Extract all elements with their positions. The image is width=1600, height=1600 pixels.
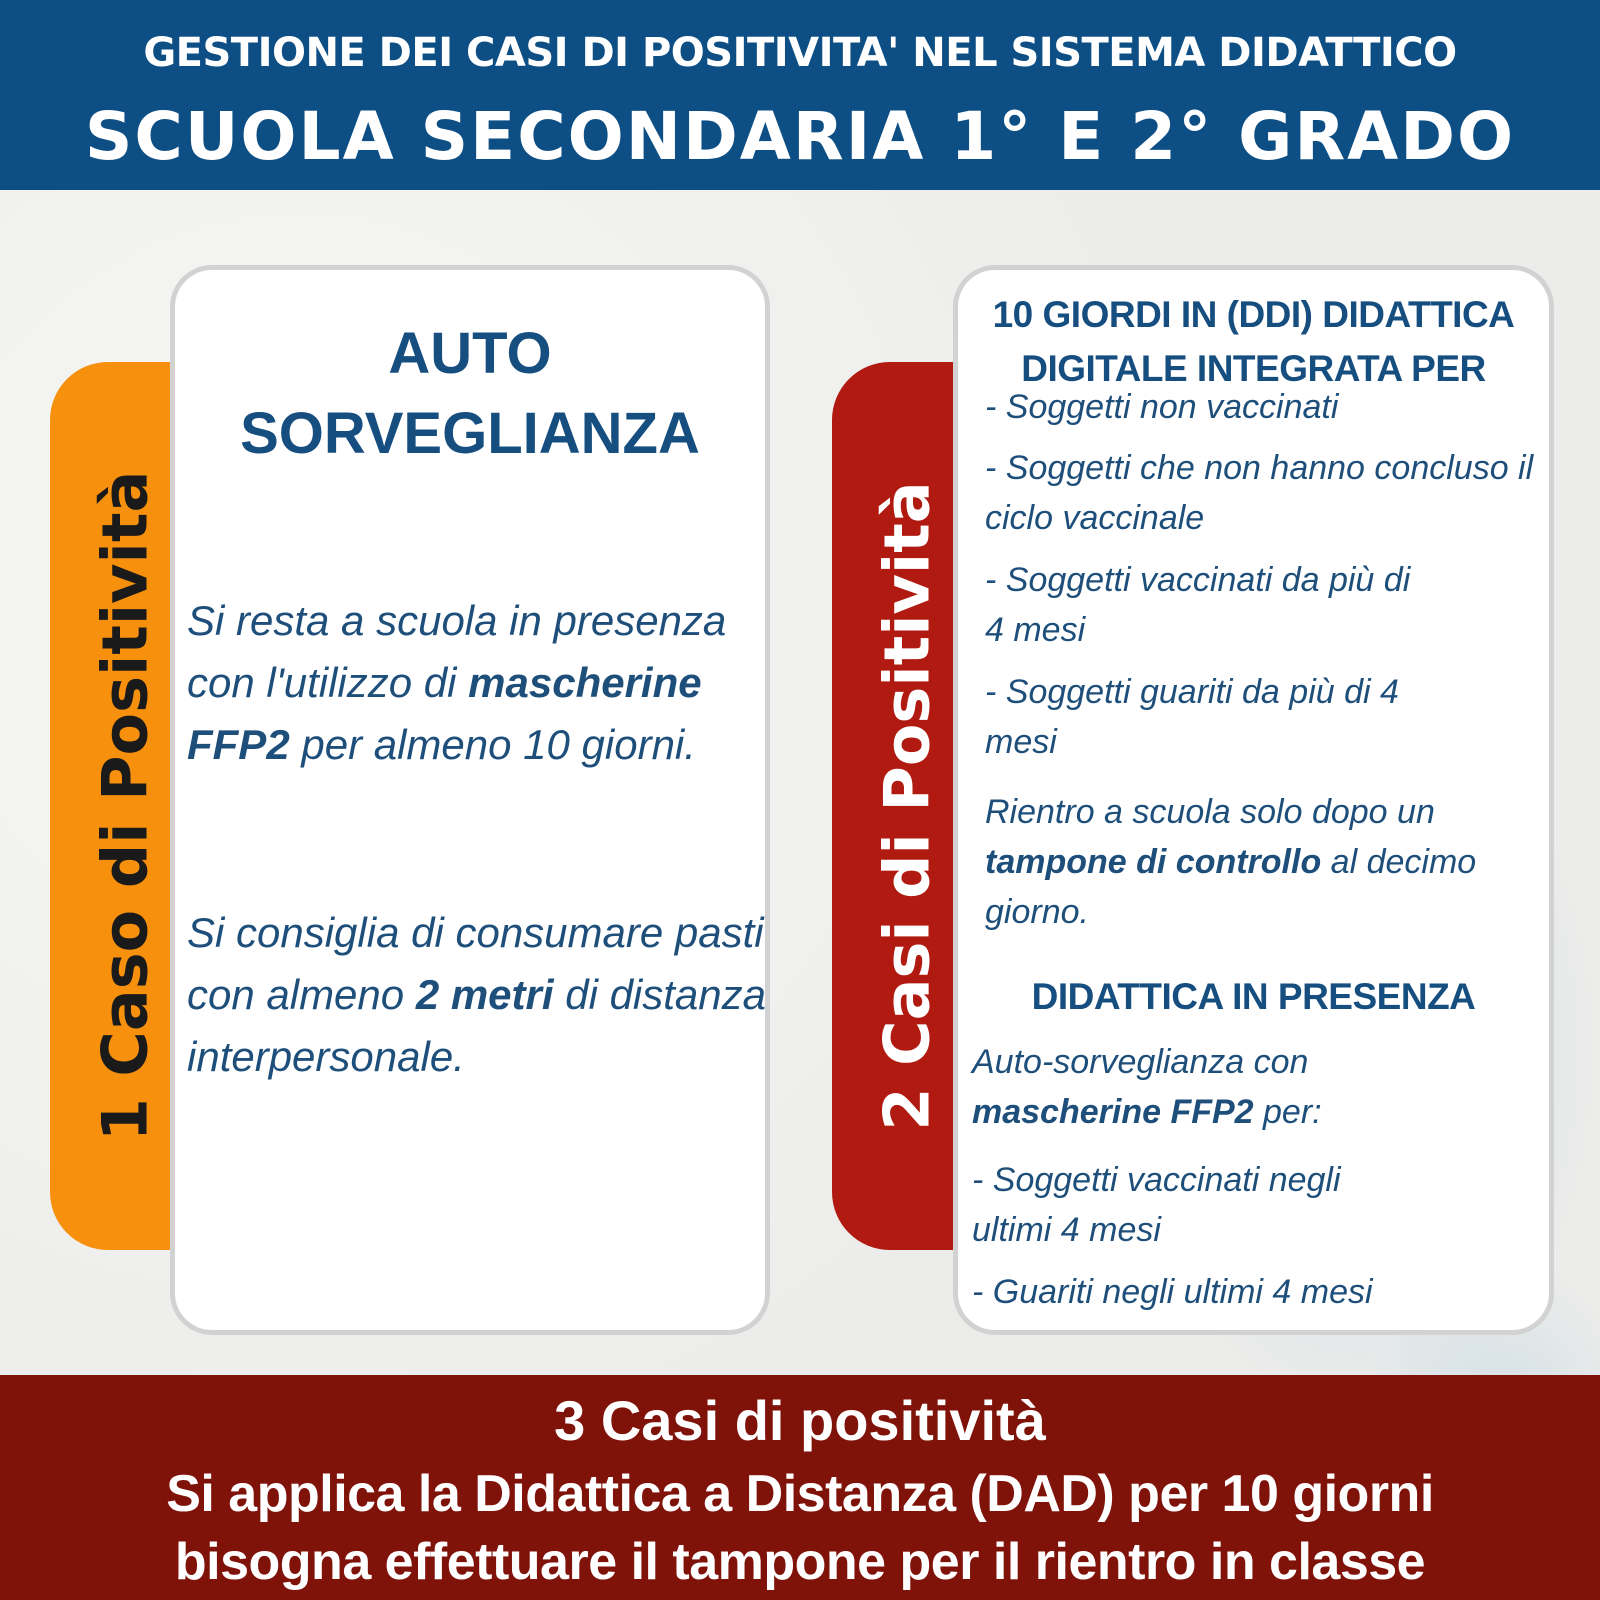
paragraph-distance	[187, 902, 767, 1088]
s2-text-b: per:	[1253, 1093, 1322, 1131]
footer-line-2: bisogna effettuare il tampone per il rientro in classe	[174, 1533, 1426, 1591]
return-note-text-a: Rientro a scuola solo dopo un	[985, 793, 1435, 831]
header-title: SCUOLA SECONDARIA 1° E 2° GRADO	[84, 98, 1516, 175]
tab-one-case-label: 1 Caso di Positività	[88, 470, 162, 1142]
paragraph-distance-text-b: di distanza interpersonale.	[187, 971, 767, 1080]
footer-line-1: Si applica la Didattica a Distanza (DAD) per 10 giorni	[166, 1465, 1434, 1523]
list-item: - Soggetti guariti da più di 4 mesi	[985, 673, 1399, 761]
list-item: - Soggetti non vaccinati	[985, 388, 1339, 426]
list-item: - Soggetti vaccinati da più di 4 mesi	[985, 561, 1411, 649]
paragraph-distance-text-a: Si consiglia di consumare pasti con almeno	[187, 909, 764, 1018]
list-item: - Guariti negli ultimi 4 mesi	[972, 1273, 1373, 1311]
list-item: - Soggetti che non hanno concluso il ciclo vaccinale	[985, 449, 1534, 537]
tab-two-cases-label: 2 Casi di Positività	[870, 481, 944, 1131]
paragraph-mask	[187, 590, 767, 776]
paragraph-mask-text-b: per almeno 10 giorni.	[289, 721, 696, 768]
paragraph-mask-text-a: Si resta a scuola in presenza con l'utilizzo di	[187, 597, 727, 706]
paragraph-mask-bold: mascherine FFP2	[187, 659, 702, 768]
return-note	[985, 787, 1485, 937]
card-two-cases	[953, 265, 1554, 1335]
paragraph-distance-bold: 2 metri	[415, 971, 554, 1018]
footer-banner	[0, 1375, 1600, 1600]
s2-text-a: Auto-sorveglianza con	[972, 1043, 1309, 1081]
section-in-presence-text	[972, 1037, 1392, 1137]
header-banner	[0, 0, 1600, 190]
card-two-cases-title	[958, 288, 1549, 396]
header-subtitle: GESTIONE DEI CASI DI POSITIVITA' NEL SISTEMA DIDATTICO	[143, 30, 1457, 76]
title-line-1: AUTO	[388, 321, 552, 386]
r-title-line-2: DIGITALE INTEGRATA PER	[1021, 348, 1486, 389]
return-note-bold: tampone di controllo	[985, 843, 1322, 881]
card-one-case	[170, 265, 770, 1335]
section-in-presence-title: DIDATTICA IN PRESENZA	[1031, 976, 1476, 1017]
title-line-2: SORVEGLIANZA	[240, 401, 700, 466]
s2-bold: mascherine FFP2	[972, 1093, 1254, 1131]
list-item: - Soggetti vaccinati negli ultimi 4 mesi	[972, 1161, 1341, 1249]
footer-title: 3 Casi di positività	[554, 1389, 1046, 1452]
r-title-line-1: 10 GIORDI IN (DDI) DIDATTICA	[992, 294, 1515, 335]
card-one-case-title	[175, 314, 765, 474]
return-note-text-b: al decimo giorno.	[985, 843, 1477, 931]
